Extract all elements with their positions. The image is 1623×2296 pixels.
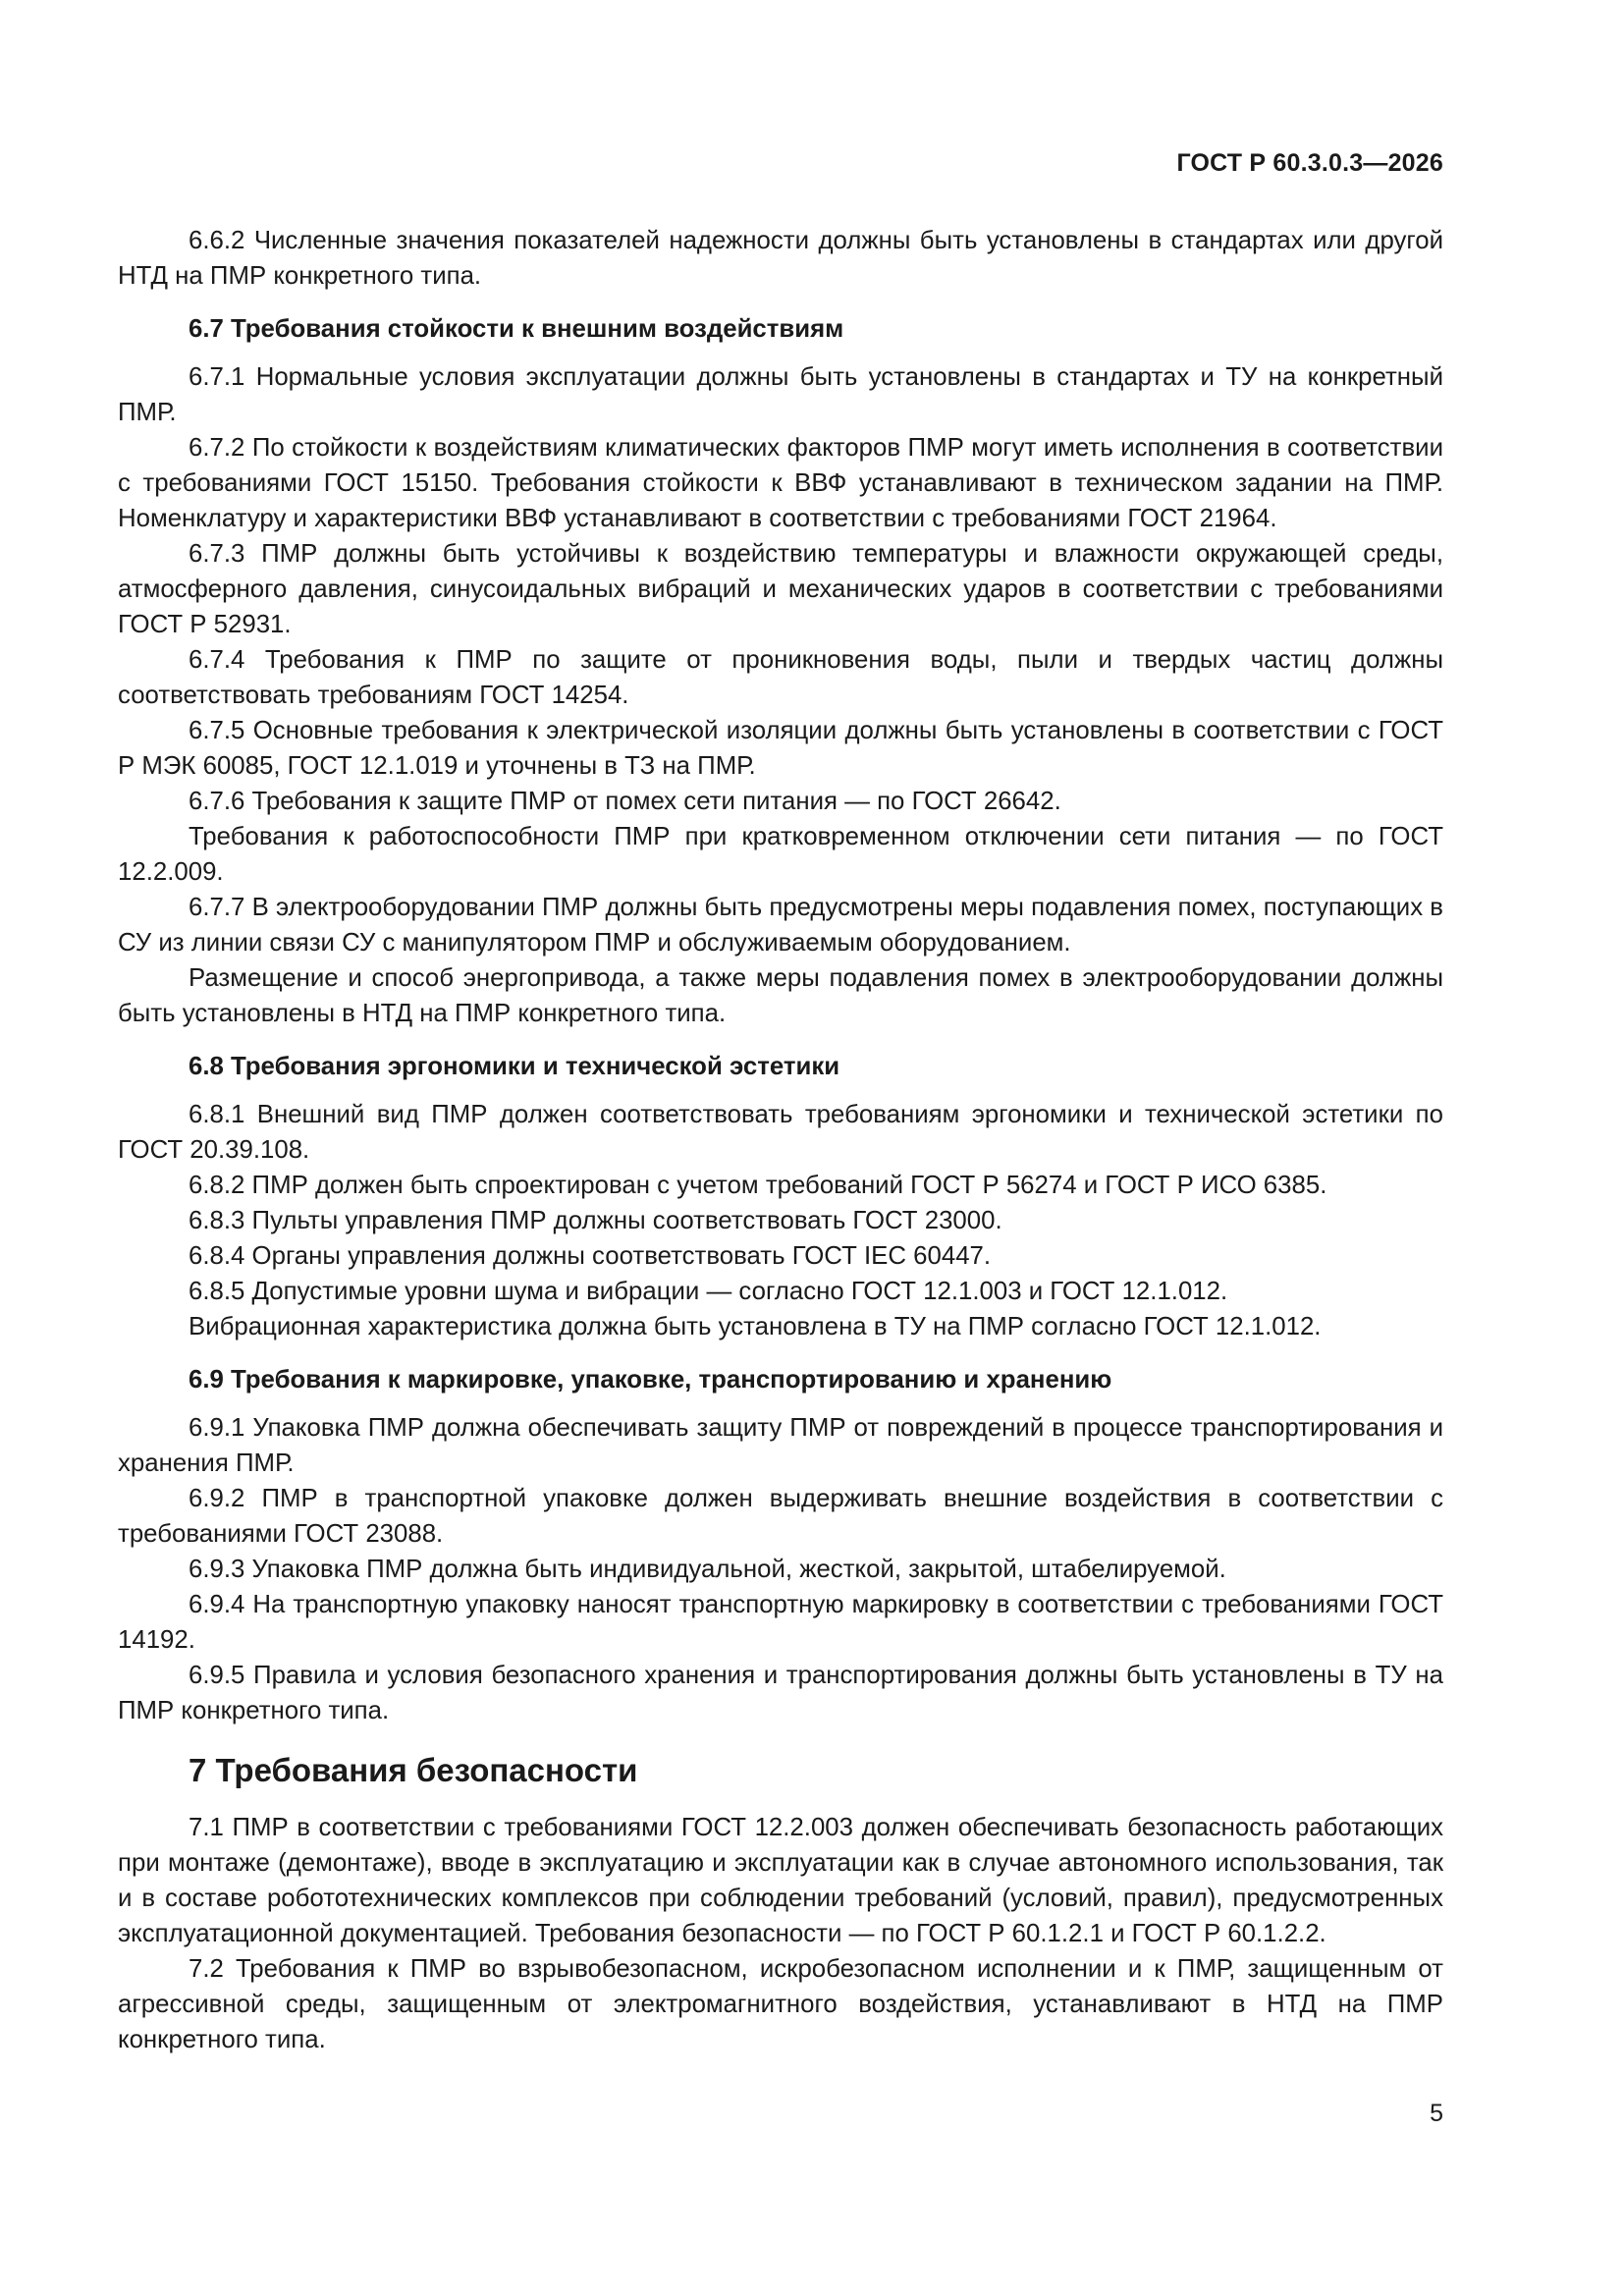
paragraph-6-7-6-continued: Требования к работоспособности ПМР при кратковременном отключении сети питания — по ГОСТ 12.2.009.: [118, 823, 1443, 886]
paragraph-6-7-5: 6.7.5 Основные требования к электрической изоляции должны быть установлены в соответствии с ГОСТ Р МЭК 60085, ГОСТ 12.1.019 и уточнены в ТЗ на ПМР.: [118, 717, 1443, 780]
subsection-heading-6-9: 6.9 Требования к маркировке, упаковке, транспортированию и хранению: [189, 1366, 1112, 1394]
paragraph-6-9-3: 6.9.3 Упаковка ПМР должна быть индивидуальной, жесткой, закрытой, штабелируемой.: [189, 1556, 1226, 1583]
paragraph-6-9-2: 6.9.2 ПМР в транспортной упаковке должен выдерживать внешние воздействия в соответствии с требованиями ГОСТ 23088.: [118, 1485, 1443, 1548]
paragraph-6-7-2: 6.7.2 По стойкости к воздействиям климатических факторов ПМР могут иметь исполнения в соответствии с требованиями ГОСТ 15150. Требования стойкости к ВВФ устанавливают в техническом задании на ПМР. Номенклатуру и характеристики ВВФ устанавливают в соответствии с требованиями ГОСТ 21964.: [118, 434, 1443, 532]
paragraph-6-6-2: 6.6.2 Численные значения показателей надежности должны быть установлены в стандартах или другой НТД на ПМР конкретного типа.: [118, 227, 1443, 290]
paragraph-6-8-3: 6.8.3 Пульты управления ПМР должны соответствовать ГОСТ 23000.: [189, 1207, 1002, 1234]
paragraph-6-7-7-continued: Размещение и способ энергопривода, а также меры подавления помех в электрооборудовании должны быть установлены в НТД на ПМР конкретного типа.: [118, 964, 1443, 1027]
paragraph-6-8-5-continued: Вибрационная характеристика должна быть установлена в ТУ на ПМР согласно ГОСТ 12.1.012.: [189, 1313, 1322, 1340]
paragraph-6-7-1: 6.7.1 Нормальные условия эксплуатации должны быть установлены в стандартах и ТУ на конкретный ПМР.: [118, 363, 1443, 426]
paragraph-6-9-5: 6.9.5 Правила и условия безопасного хранения и транспортирования должны быть установлены в ТУ на ПМР конкретного типа.: [118, 1662, 1443, 1724]
document-body: [118, 223, 1443, 2057]
paragraph-6-9-4: 6.9.4 На транспортную упаковку наносят транспортную маркировку в соответствии с требованиями ГОСТ 14192.: [118, 1591, 1443, 1654]
paragraph-6-7-7: 6.7.7 В электрооборудовании ПМР должны быть предусмотрены меры подавления помех, поступающих в СУ из линии связи СУ с манипулятором ПМР и обслуживаемым оборудованием.: [118, 894, 1443, 957]
paragraph-6-8-4: 6.8.4 Органы управления должны соответствовать ГОСТ IEC 60447.: [189, 1242, 992, 1270]
page-number: 5: [1430, 2100, 1443, 2127]
document-id-header: ГОСТ Р 60.3.0.3—2026: [1176, 149, 1443, 177]
paragraph-7-1: 7.1 ПМР в соответствии с требованиями ГОСТ 12.2.003 должен обеспечивать безопасность работающих при монтаже (демонтаже), вводе в эксплуатацию и эксплуатации как в случае автономного использования, так и в составе робототехнических комплексов при соблюдении требований (условий, правил), предусмотренных эксплуатационной документацией. Требования безопасности — по ГОСТ Р 60.1.2.1 и ГОСТ Р 60.1.2.2.: [118, 1814, 1443, 1947]
paragraph-6-8-5: 6.8.5 Допустимые уровни шума и вибрации — согласно ГОСТ 12.1.003 и ГОСТ 12.1.012.: [189, 1278, 1228, 1305]
paragraph-6-8-2: 6.8.2 ПМР должен быть спроектирован с учетом требований ГОСТ Р 56274 и ГОСТ Р ИСО 6385.: [189, 1172, 1327, 1199]
paragraph-6-9-1: 6.9.1 Упаковка ПМР должна обеспечивать защиту ПМР от повреждений в процессе транспортирования и хранения ПМР.: [118, 1414, 1443, 1477]
paragraph-7-2: 7.2 Требования к ПМР во взрывобезопасном, искробезопасном исполнении и к ПМР, защищенным от агрессивной среды, защищенным от электромагнитного воздействия, устанавливают в НТД на ПМР конкретного типа.: [118, 1955, 1443, 2053]
paragraph-6-7-3: 6.7.3 ПМР должны быть устойчивы к воздействию температуры и влажности окружающей среды, атмосферного давления, синусоидальных вибраций и механических ударов в соответствии с требованиями ГОСТ Р 52931.: [118, 540, 1443, 638]
paragraph-6-7-6: 6.7.6 Требования к защите ПМР от помех сети питания — по ГОСТ 26642.: [189, 788, 1061, 815]
paragraph-6-7-4: 6.7.4 Требования к ПМР по защите от проникновения воды, пыли и твердых частиц должны соответствовать требованиям ГОСТ 14254.: [118, 646, 1443, 709]
subsection-heading-6-8: 6.8 Требования эргономики и технической эстетики: [189, 1053, 840, 1080]
paragraph-6-8-1: 6.8.1 Внешний вид ПМР должен соответствовать требованиям эргономики и технической эстетики по ГОСТ 20.39.108.: [118, 1101, 1443, 1164]
section-heading-7: 7 Требования безопасности: [189, 1752, 638, 1788]
subsection-heading-6-7: 6.7 Требования стойкости к внешним воздействиям: [189, 315, 844, 343]
